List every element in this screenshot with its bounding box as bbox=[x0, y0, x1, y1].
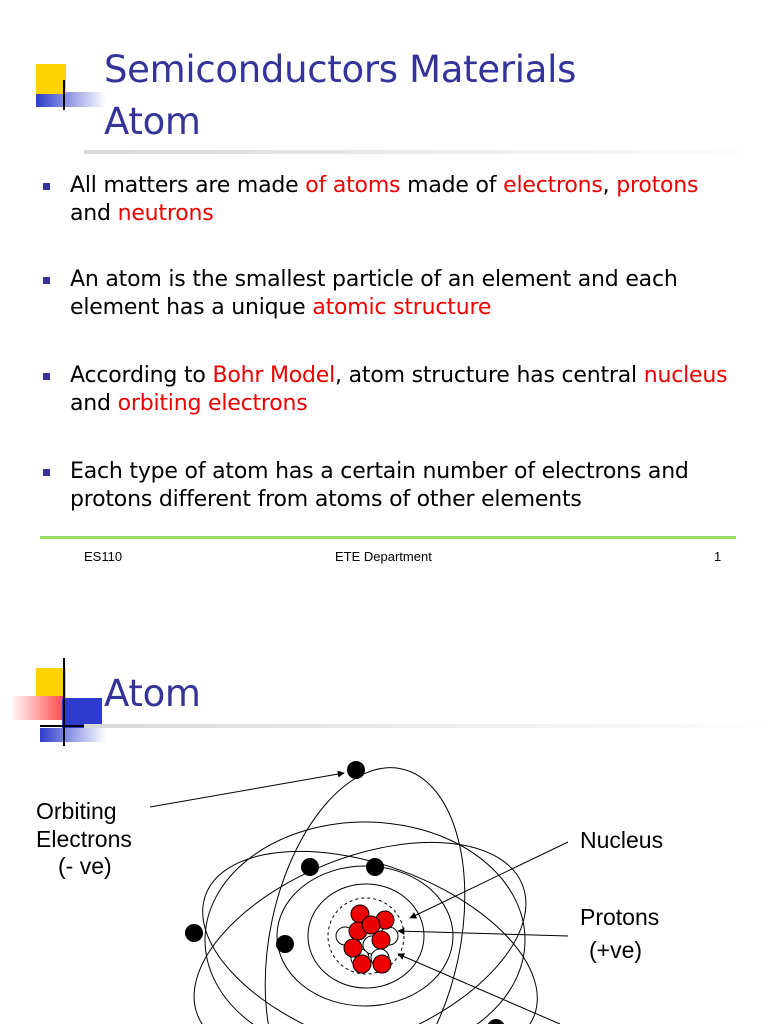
bullet-item-3 bbox=[40, 362, 740, 418]
footer-department: ETE Department bbox=[335, 549, 432, 564]
electron-5 bbox=[276, 935, 294, 953]
bullet-square-icon bbox=[43, 277, 50, 284]
proton bbox=[353, 955, 371, 973]
nucleus-particles bbox=[336, 905, 398, 973]
slide-2-title: Atom bbox=[104, 672, 201, 715]
bullet-item-4 bbox=[40, 458, 740, 514]
label-orbiting: Orbiting bbox=[36, 798, 117, 824]
orbit-vertical bbox=[236, 749, 495, 1024]
label-positive-charge: (+ve) bbox=[589, 937, 643, 963]
label-electrons: Electrons bbox=[36, 826, 132, 852]
proton bbox=[373, 955, 391, 973]
footer-page-number: 1 bbox=[714, 549, 722, 564]
slide-1-title-line-2: Atom bbox=[104, 100, 201, 143]
electron-6 bbox=[487, 1019, 505, 1024]
label-negative-charge: (- ve) bbox=[58, 853, 112, 879]
label-nucleus: Nucleus bbox=[580, 827, 664, 853]
bullet-square-icon bbox=[43, 373, 50, 380]
slide-logo-icon bbox=[0, 0, 110, 110]
proton bbox=[362, 916, 380, 934]
bullet-square-icon bbox=[43, 469, 50, 476]
pointer-electrons bbox=[150, 773, 344, 807]
footer-divider bbox=[40, 536, 736, 539]
electron-3 bbox=[366, 858, 384, 876]
bullet-text: According to Bohr Model, atom structure has central nucleus and orbiting electrons bbox=[70, 363, 728, 416]
label-pointers bbox=[150, 773, 568, 1024]
electron-2 bbox=[301, 858, 319, 876]
bullet-square-icon bbox=[43, 183, 50, 190]
proton bbox=[344, 939, 362, 957]
electron-4 bbox=[185, 924, 203, 942]
bullet-text: Each type of atom has a certain number of electrons and protons different from atoms of other elements bbox=[70, 459, 689, 512]
title-underline bbox=[84, 150, 768, 154]
bullet-text: An atom is the smallest particle of an element and each element has a unique atomic structure bbox=[70, 267, 678, 320]
bullet-text: All matters are made of atoms made of electrons, protons and neutrons bbox=[70, 173, 699, 226]
label-protons: Protons bbox=[580, 904, 660, 930]
footer-course: ES110 bbox=[84, 549, 123, 564]
slide-1-title-line-1: Semiconductors Materials bbox=[104, 48, 577, 91]
electron-1 bbox=[347, 761, 365, 779]
slide-2 bbox=[0, 640, 768, 1024]
bullet-item-1 bbox=[40, 172, 740, 228]
bullet-item-2 bbox=[40, 266, 740, 322]
electron-orbits bbox=[163, 749, 565, 1024]
bullet-list bbox=[40, 172, 740, 514]
